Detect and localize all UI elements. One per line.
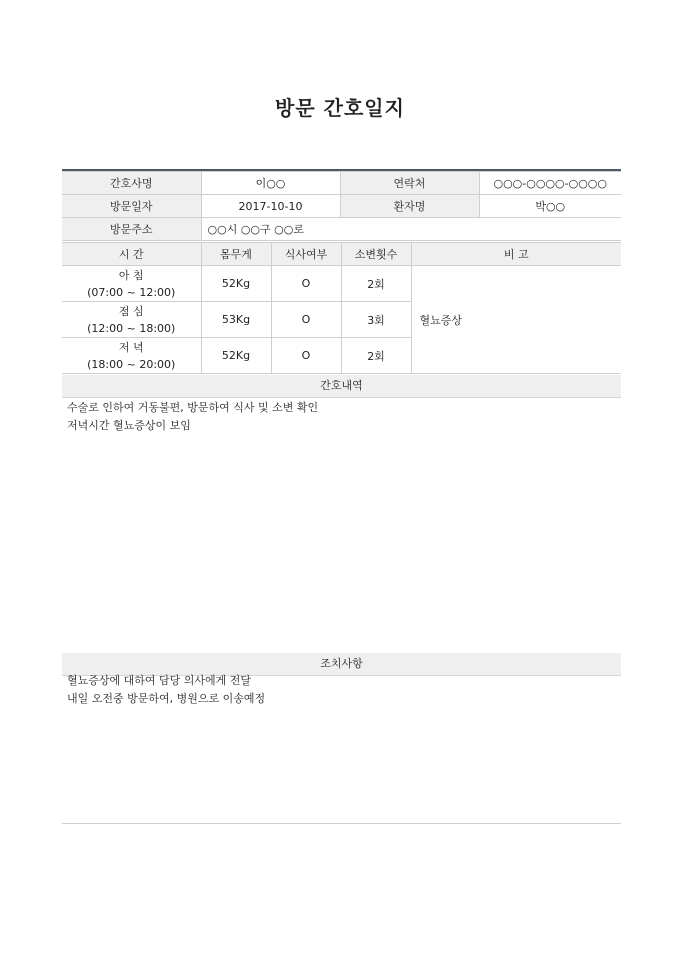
nursing-notes: [67, 399, 318, 435]
nursing-line: 수술로 인하여 거동불편, 방문하여 식사 및 소변 확인: [67, 401, 319, 414]
time-range: (07:00 ~ 12:00): [87, 285, 176, 299]
info-row: [62, 195, 621, 218]
weight-cell: 53Kg: [201, 302, 271, 338]
address-label: 방문주소: [62, 218, 201, 241]
weight-cell: 52Kg: [201, 338, 271, 374]
header-weight: 몸무게: [201, 243, 271, 266]
remark-cell: [411, 266, 621, 374]
time-cell: [62, 302, 201, 338]
meal-cell: O: [271, 302, 341, 338]
action-line: 혈뇨증상에 대하여 담당 의사에게 전달: [67, 674, 252, 687]
time-cell: [62, 266, 201, 302]
time-name: 저 녁: [118, 340, 144, 354]
contact-value: ○○○-○○○○-○○○○: [479, 172, 621, 195]
header-remark: 비 고: [411, 243, 621, 266]
address-value: ○○시 ○○구 ○○로: [201, 218, 621, 241]
time-range: (18:00 ~ 20:00): [87, 357, 176, 371]
meal-table: [62, 242, 621, 374]
time-range: (12:00 ~ 18:00): [87, 321, 176, 335]
table-row: [62, 266, 621, 302]
weight-cell: 52Kg: [201, 266, 271, 302]
info-row: [62, 218, 621, 241]
nurse-value: 이○○: [201, 172, 340, 195]
patient-value: 박○○: [479, 195, 621, 218]
info-table: [62, 171, 621, 241]
date-label: 방문일자: [62, 195, 201, 218]
header-time: 시 간: [62, 243, 201, 266]
page-title: 방문 간호일지: [275, 96, 405, 120]
nurse-label: 간호사명: [62, 172, 201, 195]
meal-header-row: [62, 243, 621, 266]
urine-cell: 2회: [341, 266, 411, 302]
action-notes: [67, 672, 265, 708]
info-row: [62, 172, 621, 195]
time-name: 점 심: [118, 304, 144, 318]
urine-cell: 3회: [341, 302, 411, 338]
date-value: 2017-10-10: [201, 195, 340, 218]
nursing-line: 저녁시간 혈뇨증상이 보임: [67, 419, 191, 432]
meal-cell: O: [271, 266, 341, 302]
nursing-section-header: 간호내역: [62, 375, 621, 398]
urine-cell: 2회: [341, 338, 411, 374]
contact-label: 연락처: [340, 172, 479, 195]
time-cell: [62, 338, 201, 374]
bottom-rule: [62, 823, 621, 824]
header-urine: 소변횟수: [341, 243, 411, 266]
action-section-header: 조치사항: [62, 653, 621, 676]
patient-label: 환자명: [340, 195, 479, 218]
action-line: 내일 오전중 방문하여, 병원으로 이송예정: [67, 692, 266, 705]
remark-text: 혈뇨증상: [419, 313, 463, 327]
meal-cell: O: [271, 338, 341, 374]
time-name: 아 침: [118, 268, 144, 282]
header-meal: 식사여부: [271, 243, 341, 266]
